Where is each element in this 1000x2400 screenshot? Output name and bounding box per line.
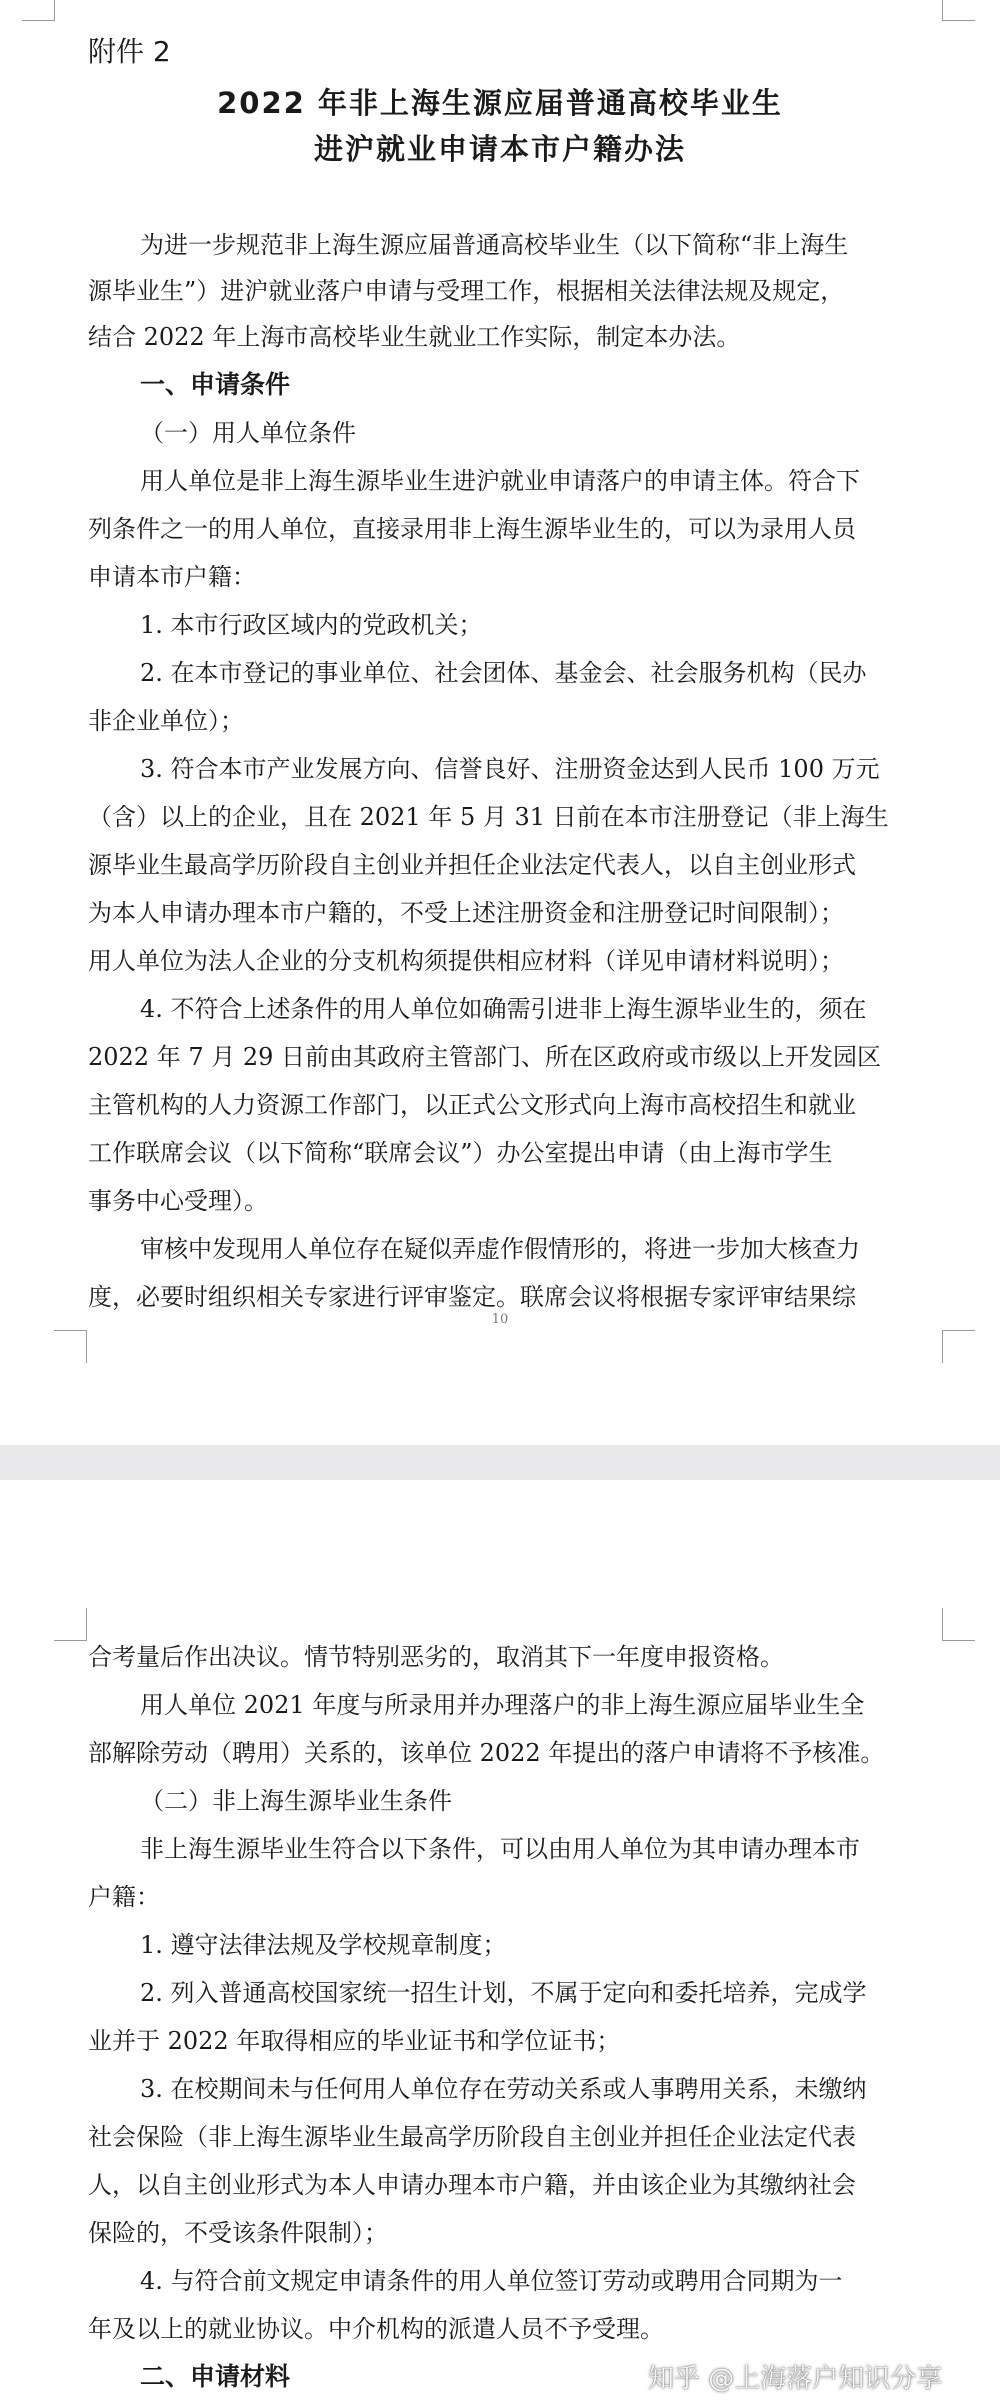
- paragraph-line: 合考量后作出决议。情节特别恶劣的，取消其下一年度申报资格。: [88, 1643, 784, 1671]
- paragraph-line: 列条件之一的用人单位，直接录用非上海生源毕业生的，可以为录用人员: [88, 515, 856, 543]
- paragraph-line: 审核中发现用人单位存在疑似弄虚作假情形的，将进一步加大核查力: [140, 1235, 860, 1263]
- attachment-label: 附件 2: [88, 35, 171, 68]
- page-corner-mark: [54, 1330, 87, 1363]
- list-item: 3. 在校期间未与任何用人单位存在劳动关系或人事聘用关系，未缴纳: [140, 2075, 867, 2103]
- paragraph-line: 业并于 2022 年取得相应的毕业证书和学位证书；: [88, 2027, 621, 2055]
- paragraph-line: 非上海生源毕业生符合以下条件，可以由用人单位为其申请办理本市: [140, 1835, 860, 1863]
- paragraph-line: 用人单位为法人企业的分支机构须提供相应材料（详见申请材料说明）；: [88, 947, 844, 975]
- page-corner-mark: [22, 0, 55, 21]
- paragraph-line: 人，以自主创业形式为本人申请办理本市户籍，并由该企业为其缴纳社会: [88, 2171, 856, 2199]
- subsection-heading: （二）非上海生源毕业生条件: [140, 1787, 452, 1815]
- section-heading: 一、申请条件: [140, 370, 291, 399]
- paragraph-line: （含）以上的企业，且在 2021 年 5 月 31 日前在本市注册登记（非上海生: [88, 803, 889, 831]
- paragraph-line: 结合 2022 年上海市高校毕业生就业工作实际，制定本办法。: [88, 323, 741, 351]
- section-heading: 二、申请材料: [140, 2362, 291, 2391]
- paragraph-line: 2022 年 7 月 29 日前由其政府主管部门、所在区政府或市级以上开发园区: [88, 1043, 882, 1071]
- paragraph-line: 事务中心受理）。: [88, 1187, 268, 1215]
- paragraph-line: 度，必要时组织相关专家进行评审鉴定。联席会议将根据专家评审结果综: [88, 1283, 856, 1311]
- paragraph-line: 社会保险（非上海生源毕业生最高学历阶段自主创业并担任企业法定代表: [88, 2123, 856, 2151]
- paragraph-line: 年及以上的就业协议。中介机构的派遣人员不予受理。: [88, 2315, 664, 2343]
- list-item: 3. 符合本市产业发展方向、信誉良好、注册资金达到人民币 100 万元: [140, 755, 880, 783]
- paragraph-line: 户籍：: [88, 1883, 160, 1911]
- paragraph-line: 主管机构的人力资源工作部门，以正式公文形式向上海市高校招生和就业: [88, 1091, 856, 1119]
- list-item: 4. 不符合上述条件的用人单位如确需引进非上海生源毕业生的，须在: [140, 995, 867, 1023]
- list-item: 2. 列入普通高校国家统一招生计划，不属于定向和委托培养，完成学: [140, 1979, 867, 2007]
- page-corner-mark: [54, 1608, 87, 1641]
- zhihu-watermark: 知乎 @上海落户知识分享: [648, 2364, 943, 2394]
- paragraph-line: 申请本市户籍：: [88, 563, 256, 591]
- paragraph-line: 保险的，不受该条件限制）；: [88, 2219, 388, 2247]
- paragraph-line: 源毕业生”）进沪就业落户申请与受理工作，根据相关法律法规及规定，: [88, 277, 845, 305]
- document-title-line-1: 2022 年非上海生源应届普通高校毕业生: [217, 86, 783, 120]
- paragraph-line: 为进一步规范非上海生源应届普通高校毕业生（以下简称“非上海生: [140, 231, 849, 259]
- paragraph-line: 非企业单位）；: [88, 707, 244, 735]
- list-item: 4. 与符合前文规定申请条件的用人单位签订劳动或聘用合同期为一: [140, 2267, 843, 2295]
- page-corner-mark: [942, 1608, 975, 1641]
- paragraph-line: 为本人申请办理本市户籍的，不受上述注册资金和注册登记时间限制）；: [88, 899, 844, 927]
- paragraph-line: 用人单位是非上海生源毕业生进沪就业申请落户的申请主体。符合下: [140, 467, 860, 495]
- list-item: 1. 遵守法律法规及学校规章制度；: [140, 1931, 507, 1959]
- page-number: 10: [491, 1312, 509, 1327]
- paragraph-line: 用人单位 2021 年度与所录用并办理落户的非上海生源应届毕业生全: [140, 1691, 865, 1719]
- page-corner-mark: [942, 0, 975, 21]
- document-page-2: [0, 1480, 1000, 2396]
- list-item: 1. 本市行政区域内的党政机关；: [140, 611, 483, 639]
- list-item: 2. 在本市登记的事业单位、社会团体、基金会、社会服务机构（民办: [140, 659, 867, 687]
- paragraph-line: 部解除劳动（聘用）关系的，该单位 2022 年提出的落户申请将不予核准。: [88, 1739, 885, 1767]
- paragraph-line: 源毕业生最高学历阶段自主创业并担任企业法定代表人，以自主创业形式: [88, 851, 856, 879]
- paragraph-line: 工作联席会议（以下简称“联席会议”）办公室提出申请（由上海市学生: [88, 1139, 833, 1167]
- subsection-heading: （一）用人单位条件: [140, 419, 356, 447]
- page-corner-mark: [942, 1330, 975, 1363]
- document-title-line-2: 进沪就业申请本市户籍办法: [313, 132, 686, 166]
- page-separator: [0, 1445, 1000, 1480]
